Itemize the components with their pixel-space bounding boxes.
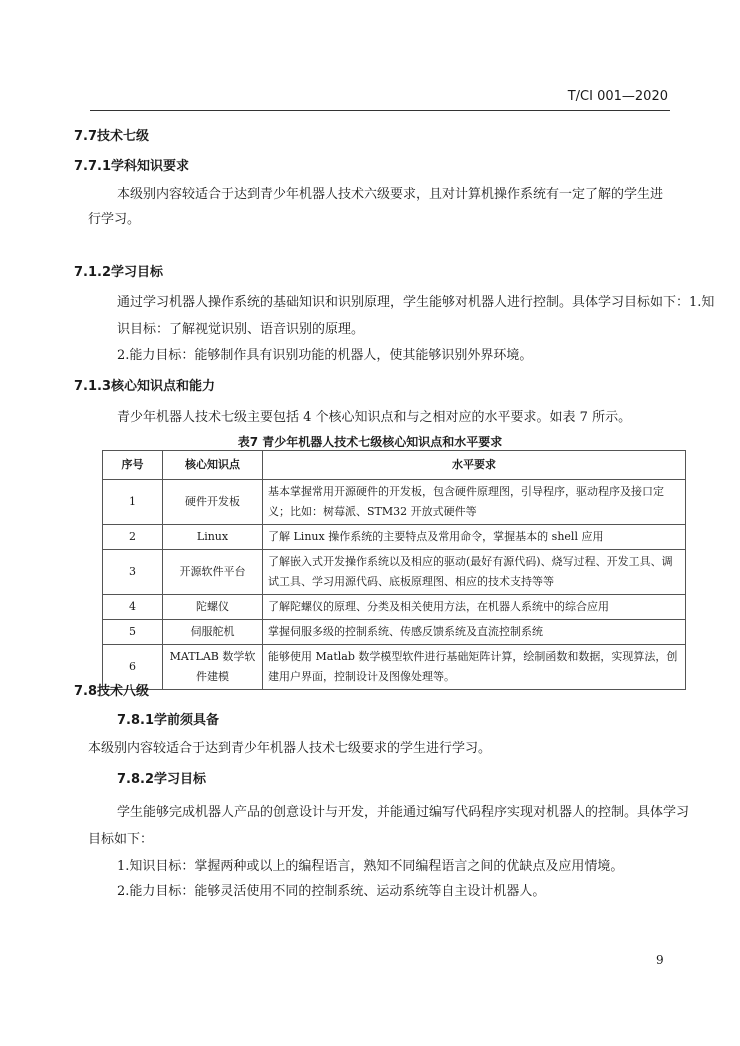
row-index: 2	[103, 525, 163, 550]
row-topic: 陀螺仪	[163, 595, 263, 620]
paragraph-7-7-1-line-2: 行学习。	[88, 212, 141, 227]
table-row	[103, 645, 686, 690]
paragraph-7-1-2-line-3: 2.能力目标：能够制作具有识别功能的机器人，使其能够识别外界环境。	[117, 348, 533, 363]
paragraph-7-8-2-line-1: 学生能够完成机器人产品的创意设计与开发，并能通过编写代码程序实现对机器人的控制。具体学习	[117, 805, 690, 820]
row-topic: 开源软件平台	[163, 550, 263, 595]
section-7-8-1-title: 7.8.1学前须具备	[117, 713, 220, 728]
row-index: 4	[103, 595, 163, 620]
table-row	[103, 480, 686, 525]
row-topic: Linux	[163, 525, 263, 550]
row-index: 1	[103, 480, 163, 525]
row-index: 6	[103, 645, 163, 690]
section-7-7-title: 7.7技术七级	[74, 129, 150, 144]
row-requirement: 了解 Linux 操作系统的主要特点及常用命令，掌握基本的 shell 应用	[263, 525, 686, 550]
table-row	[103, 595, 686, 620]
table-row	[103, 620, 686, 645]
header-requirement: 水平要求	[263, 451, 686, 480]
table-7	[102, 450, 686, 690]
table-row	[103, 525, 686, 550]
paragraph-7-7-1-line-1: 本级别内容较适合于达到青少年机器人技术六级要求，且对计算机操作系统有一定了解的学生进	[117, 187, 664, 202]
header-index: 序号	[103, 451, 163, 480]
section-7-8-title: 7.8技术八级	[74, 684, 150, 699]
row-index: 5	[103, 620, 163, 645]
section-7-8-2-title: 7.8.2学习目标	[117, 772, 207, 787]
row-index: 3	[103, 550, 163, 595]
row-topic: MATLAB 数学软件建模	[163, 645, 263, 690]
row-topic: 伺服舵机	[163, 620, 263, 645]
row-requirement: 了解陀螺仪的原理、分类及相关使用方法，在机器人系统中的综合应用	[263, 595, 686, 620]
table-7-caption: 表7 青少年机器人技术七级核心知识点和水平要求	[237, 435, 503, 449]
paragraph-7-8-2-line-4: 2.能力目标：能够灵活使用不同的控制系统、运动系统等自主设计机器人。	[117, 884, 546, 899]
section-7-7-1-title: 7.7.1学科知识要求	[74, 159, 190, 174]
paragraph-7-1-2-line-2: 识目标：了解视觉识别、语音识别的原理。	[117, 322, 365, 337]
row-topic: 硬件开发板	[163, 480, 263, 525]
table-header-row	[103, 451, 686, 480]
paragraph-7-8-1-line-1: 本级别内容较适合于达到青少年机器人技术七级要求的学生进行学习。	[88, 741, 492, 756]
paragraph-7-1-3-line-1: 青少年机器人技术七级主要包括 4 个核心知识点和与之相对应的水平要求。如表 7 所示。	[117, 410, 632, 425]
paragraph-7-1-2-line-1: 通过学习机器人操作系统的基础知识和识别原理，学生能够对机器人进行控制。具体学习目标如下：1.知	[117, 295, 715, 310]
row-requirement: 了解嵌入式开发操作系统以及相应的驱动(最好有源代码)、烧写过程、开发工具、调试工具、学习用源代码、底板原理图、相应的技术支持等等	[263, 550, 686, 595]
row-requirement: 掌握伺服多级的控制系统、传感反馈系统及直流控制系统	[263, 620, 686, 645]
section-7-1-2-title: 7.1.2学习目标	[74, 265, 164, 280]
table-row	[103, 550, 686, 595]
page-number: 9	[656, 953, 664, 967]
section-7-1-3-title: 7.1.3核心知识点和能力	[74, 379, 216, 394]
row-requirement: 基本掌握常用开源硬件的开发板，包含硬件原理图，引导程序，驱动程序及接口定义；比如：树莓派、STM32 开放式硬件等	[263, 480, 686, 525]
paragraph-7-8-2-line-3: 1.知识目标：掌握两种或以上的编程语言，熟知不同编程语言之间的优缺点及应用情境。	[117, 859, 624, 874]
header-core-topic: 核心知识点	[163, 451, 263, 480]
row-requirement: 能够使用 Matlab 数学模型软件进行基础矩阵计算，绘制函数和数据，实现算法，创建用户界面，控制设计及图像处理等。	[263, 645, 686, 690]
document-code: T/CI 001—2020	[567, 89, 668, 104]
paragraph-7-8-2-line-2: 目标如下：	[88, 832, 154, 847]
header-divider	[90, 110, 670, 111]
